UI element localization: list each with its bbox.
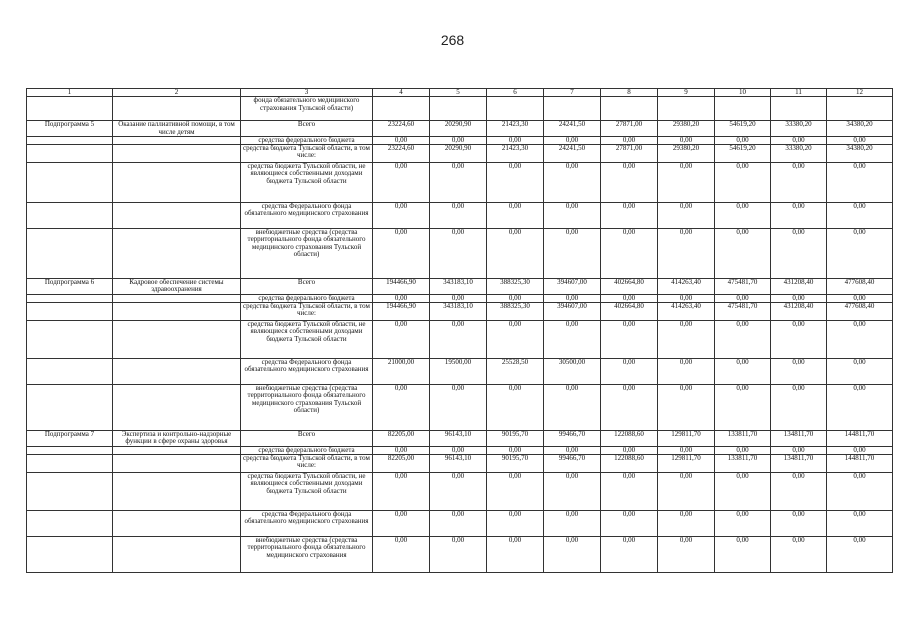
amount-cell: 0,00 (771, 446, 827, 454)
table-row (27, 359, 893, 385)
amount-cell: 129811,70 (658, 431, 715, 447)
amount-cell: 0,00 (715, 321, 771, 359)
amount-cell: 343183,10 (430, 279, 487, 295)
funding-source-cell: средства бюджета Тульской области, в том числе: (241, 303, 373, 321)
amount-cell: 54619,20 (715, 145, 771, 163)
amount-cell: 20290,90 (430, 145, 487, 163)
funding-source-cell: средства Федерального фонда обязательного медицинского страхования (241, 203, 373, 229)
amount-cell: 0,00 (601, 536, 658, 572)
amount-cell: 0,00 (601, 510, 658, 536)
amount-cell: 0,00 (771, 510, 827, 536)
amount-cell: 414263,40 (658, 303, 715, 321)
amount-cell: 0,00 (715, 510, 771, 536)
program-cell (27, 472, 113, 510)
amount-cell (487, 97, 544, 121)
program-cell (27, 203, 113, 229)
amount-cell: 343183,10 (430, 303, 487, 321)
program-cell (27, 359, 113, 385)
column-header: 11 (771, 89, 827, 97)
amount-cell: 96143,10 (430, 431, 487, 447)
table-row (27, 536, 893, 572)
amount-cell: 0,00 (771, 203, 827, 229)
amount-cell: 0,00 (715, 203, 771, 229)
amount-cell: 0,00 (771, 163, 827, 203)
amount-cell: 133811,70 (715, 454, 771, 472)
amount-cell: 134811,70 (771, 431, 827, 447)
column-header: 10 (715, 89, 771, 97)
funding-source-cell: фонда обязательного медицинского страхования Тульской области) (241, 97, 373, 121)
amount-cell: 122088,60 (601, 431, 658, 447)
amount-cell: 477608,40 (827, 279, 893, 295)
amount-cell: 24241,50 (544, 145, 601, 163)
program-cell (27, 536, 113, 572)
amount-cell: 0,00 (373, 385, 430, 431)
amount-cell: 431208,40 (771, 303, 827, 321)
program-name-cell (113, 454, 241, 472)
table-row (27, 472, 893, 510)
amount-cell (827, 97, 893, 121)
program-name-cell (113, 136, 241, 144)
program-cell (27, 97, 113, 121)
amount-cell: 0,00 (487, 321, 544, 359)
program-name-cell (113, 536, 241, 572)
amount-cell: 20290,90 (430, 121, 487, 137)
program-name-cell (113, 446, 241, 454)
column-header: 3 (241, 89, 373, 97)
program-name-cell: Оказание паллиативной помощи, в том числе детям (113, 121, 241, 137)
program-name-cell (113, 145, 241, 163)
program-name-cell (113, 359, 241, 385)
table-row (27, 510, 893, 536)
amount-cell: 0,00 (544, 472, 601, 510)
column-header: 12 (827, 89, 893, 97)
amount-cell: 0,00 (601, 229, 658, 279)
amount-cell: 0,00 (544, 136, 601, 144)
amount-cell: 0,00 (601, 321, 658, 359)
amount-cell: 402664,80 (601, 303, 658, 321)
amount-cell: 90195,70 (487, 454, 544, 472)
amount-cell: 0,00 (771, 359, 827, 385)
amount-cell: 0,00 (715, 136, 771, 144)
amount-cell: 144811,70 (827, 431, 893, 447)
amount-cell: 194466,90 (373, 279, 430, 295)
amount-cell: 0,00 (827, 163, 893, 203)
amount-cell: 0,00 (827, 446, 893, 454)
amount-cell: 414263,40 (658, 279, 715, 295)
amount-cell: 82205,00 (373, 454, 430, 472)
program-cell (27, 136, 113, 144)
amount-cell: 0,00 (373, 536, 430, 572)
amount-cell: 0,00 (827, 359, 893, 385)
amount-cell: 144811,70 (827, 454, 893, 472)
amount-cell: 0,00 (373, 446, 430, 454)
program-name-cell (113, 203, 241, 229)
amount-cell: 0,00 (715, 359, 771, 385)
amount-cell: 0,00 (771, 536, 827, 572)
amount-cell: 0,00 (430, 385, 487, 431)
table-header-row (27, 89, 893, 97)
amount-cell: 0,00 (601, 385, 658, 431)
column-header: 6 (487, 89, 544, 97)
amount-cell (601, 97, 658, 121)
program-name-cell (113, 163, 241, 203)
amount-cell: 0,00 (771, 385, 827, 431)
column-header: 4 (373, 89, 430, 97)
amount-cell: 0,00 (544, 446, 601, 454)
program-cell (27, 303, 113, 321)
amount-cell: 0,00 (487, 136, 544, 144)
amount-cell: 0,00 (827, 472, 893, 510)
funding-source-cell: средства Федерального фонда обязательного медицинского страхования (241, 510, 373, 536)
amount-cell: 23224,60 (373, 145, 430, 163)
table-row (27, 303, 893, 321)
table-row (27, 431, 893, 447)
amount-cell: 0,00 (658, 536, 715, 572)
column-header: 5 (430, 89, 487, 97)
funding-source-cell: средства бюджета Тульской области, не являющиеся собственными доходами бюджета Тульской области (241, 163, 373, 203)
table-row (27, 385, 893, 431)
amount-cell: 0,00 (430, 229, 487, 279)
funding-source-cell: средства бюджета Тульской области, в том числе: (241, 454, 373, 472)
amount-cell: 0,00 (827, 203, 893, 229)
amount-cell: 0,00 (658, 472, 715, 510)
amount-cell (658, 97, 715, 121)
amount-cell: 24241,50 (544, 121, 601, 137)
program-name-cell (113, 97, 241, 121)
amount-cell: 134811,70 (771, 454, 827, 472)
funding-source-cell: средства бюджета Тульской области, не являющиеся собственными доходами бюджета Тульской области (241, 321, 373, 359)
amount-cell (771, 97, 827, 121)
amount-cell: 0,00 (373, 163, 430, 203)
amount-cell: 0,00 (430, 203, 487, 229)
funding-source-cell: внебюджетные средства (средства территориального фонда обязательного медицинского страхования Тульской области) (241, 385, 373, 431)
amount-cell: 122088,60 (601, 454, 658, 472)
amount-cell: 0,00 (544, 163, 601, 203)
amount-cell: 394607,00 (544, 279, 601, 295)
amount-cell: 0,00 (827, 136, 893, 144)
amount-cell: 0,00 (715, 163, 771, 203)
table-row (27, 279, 893, 295)
amount-cell: 0,00 (658, 229, 715, 279)
amount-cell: 0,00 (658, 163, 715, 203)
program-name-cell: Экспертиза и контрольно-надзорные функции в сфере охраны здоровья (113, 431, 241, 447)
program-cell (27, 163, 113, 203)
table-row (27, 229, 893, 279)
amount-cell: 0,00 (658, 510, 715, 536)
amount-cell: 431208,40 (771, 279, 827, 295)
amount-cell: 388325,30 (487, 303, 544, 321)
amount-cell: 0,00 (544, 294, 601, 302)
table-row (27, 145, 893, 163)
program-cell (27, 229, 113, 279)
amount-cell: 0,00 (373, 203, 430, 229)
amount-cell: 0,00 (373, 294, 430, 302)
amount-cell: 0,00 (827, 229, 893, 279)
amount-cell: 0,00 (430, 446, 487, 454)
amount-cell: 23224,60 (373, 121, 430, 137)
amount-cell: 0,00 (658, 446, 715, 454)
program-cell: Подпрограмма 6 (27, 279, 113, 295)
column-header: 1 (27, 89, 113, 97)
amount-cell (373, 97, 430, 121)
amount-cell: 0,00 (601, 203, 658, 229)
amount-cell: 0,00 (544, 229, 601, 279)
amount-cell: 0,00 (373, 136, 430, 144)
amount-cell: 0,00 (487, 229, 544, 279)
amount-cell: 21423,30 (487, 145, 544, 163)
amount-cell: 0,00 (487, 163, 544, 203)
amount-cell: 34380,20 (827, 121, 893, 137)
amount-cell: 0,00 (430, 321, 487, 359)
amount-cell: 0,00 (544, 385, 601, 431)
amount-cell: 0,00 (771, 472, 827, 510)
amount-cell: 0,00 (771, 294, 827, 302)
program-cell (27, 145, 113, 163)
page-number: 268 (440, 32, 465, 48)
amount-cell: 0,00 (715, 294, 771, 302)
amount-cell: 29380,20 (658, 121, 715, 137)
amount-cell: 0,00 (658, 203, 715, 229)
amount-cell: 0,00 (715, 229, 771, 279)
amount-cell: 99466,70 (544, 431, 601, 447)
amount-cell: 0,00 (601, 136, 658, 144)
amount-cell: 82205,00 (373, 431, 430, 447)
amount-cell: 0,00 (771, 136, 827, 144)
amount-cell: 194466,90 (373, 303, 430, 321)
amount-cell: 0,00 (827, 321, 893, 359)
amount-cell: 0,00 (601, 446, 658, 454)
table-row (27, 97, 893, 121)
funding-source-cell: средства Федерального фонда обязательного медицинского страхования (241, 359, 373, 385)
amount-cell: 0,00 (658, 136, 715, 144)
amount-cell: 0,00 (715, 385, 771, 431)
table-row (27, 446, 893, 454)
amount-cell: 0,00 (827, 385, 893, 431)
table-row (27, 163, 893, 203)
amount-cell: 0,00 (827, 536, 893, 572)
funding-source-cell: средства бюджета Тульской области, в том числе: (241, 145, 373, 163)
amount-cell: 19500,00 (430, 359, 487, 385)
amount-cell: 0,00 (715, 536, 771, 572)
amount-cell: 0,00 (487, 472, 544, 510)
amount-cell: 477608,40 (827, 303, 893, 321)
table-row (27, 121, 893, 137)
amount-cell: 0,00 (601, 359, 658, 385)
amount-cell: 0,00 (544, 203, 601, 229)
amount-cell: 133811,70 (715, 431, 771, 447)
amount-cell: 21423,30 (487, 121, 544, 137)
table-row (27, 294, 893, 302)
amount-cell: 33380,20 (771, 121, 827, 137)
program-name-cell (113, 303, 241, 321)
program-name-cell (113, 294, 241, 302)
amount-cell: 99466,70 (544, 454, 601, 472)
amount-cell: 27871,00 (601, 121, 658, 137)
amount-cell: 21000,00 (373, 359, 430, 385)
amount-cell: 0,00 (430, 136, 487, 144)
program-cell (27, 385, 113, 431)
funding-source-cell: внебюджетные средства (средства территориального фонда обязательного медицинского страхования Тульской области) (241, 229, 373, 279)
amount-cell: 0,00 (487, 510, 544, 536)
column-header: 2 (113, 89, 241, 97)
amount-cell (544, 97, 601, 121)
amount-cell: 0,00 (430, 294, 487, 302)
column-header: 8 (601, 89, 658, 97)
amount-cell: 27871,00 (601, 145, 658, 163)
amount-cell: 30500,00 (544, 359, 601, 385)
amount-cell: 0,00 (544, 321, 601, 359)
amount-cell: 394607,00 (544, 303, 601, 321)
amount-cell: 0,00 (771, 229, 827, 279)
program-cell (27, 446, 113, 454)
funding-source-cell: Всего (241, 121, 373, 137)
funding-source-cell: средства бюджета Тульской области, не являющиеся собственными доходами бюджета Тульской области (241, 472, 373, 510)
amount-cell: 402664,80 (601, 279, 658, 295)
amount-cell: 0,00 (487, 536, 544, 572)
amount-cell: 0,00 (771, 321, 827, 359)
amount-cell: 0,00 (430, 163, 487, 203)
program-cell (27, 454, 113, 472)
program-name-cell (113, 321, 241, 359)
program-cell: Подпрограмма 5 (27, 121, 113, 137)
amount-cell: 0,00 (487, 294, 544, 302)
amount-cell: 34380,20 (827, 145, 893, 163)
amount-cell: 0,00 (430, 536, 487, 572)
amount-cell (430, 97, 487, 121)
program-cell (27, 321, 113, 359)
amount-cell: 0,00 (658, 294, 715, 302)
amount-cell: 54619,20 (715, 121, 771, 137)
funding-source-cell: средства федерального бюджета (241, 136, 373, 144)
amount-cell: 0,00 (601, 163, 658, 203)
program-name-cell (113, 472, 241, 510)
program-name-cell (113, 510, 241, 536)
program-cell (27, 510, 113, 536)
funding-source-cell: Всего (241, 279, 373, 295)
program-name-cell (113, 229, 241, 279)
program-name-cell: Кадровое обеспечение системы здравоохранения (113, 279, 241, 295)
amount-cell: 129811,70 (658, 454, 715, 472)
amount-cell: 0,00 (715, 446, 771, 454)
amount-cell: 33380,20 (771, 145, 827, 163)
column-header: 9 (658, 89, 715, 97)
funding-source-cell: средства федерального бюджета (241, 446, 373, 454)
amount-cell: 96143,10 (430, 454, 487, 472)
table-row (27, 203, 893, 229)
amount-cell: 0,00 (544, 536, 601, 572)
table-row (27, 136, 893, 144)
amount-cell: 475481,70 (715, 303, 771, 321)
amount-cell: 0,00 (430, 472, 487, 510)
amount-cell: 0,00 (658, 359, 715, 385)
amount-cell: 25528,50 (487, 359, 544, 385)
amount-cell: 0,00 (373, 321, 430, 359)
amount-cell: 0,00 (658, 385, 715, 431)
table-row (27, 321, 893, 359)
amount-cell: 0,00 (430, 510, 487, 536)
amount-cell: 90195,70 (487, 431, 544, 447)
amount-cell: 0,00 (487, 385, 544, 431)
funding-source-cell: средства федерального бюджета (241, 294, 373, 302)
program-name-cell (113, 385, 241, 431)
amount-cell: 475481,70 (715, 279, 771, 295)
amount-cell: 0,00 (601, 294, 658, 302)
amount-cell: 0,00 (373, 510, 430, 536)
amount-cell: 0,00 (373, 472, 430, 510)
amount-cell: 0,00 (827, 510, 893, 536)
funding-source-cell: внебюджетные средства (средства территориального фонда обязательного медицинского страхования (241, 536, 373, 572)
amount-cell: 0,00 (487, 203, 544, 229)
amount-cell: 0,00 (544, 510, 601, 536)
table-row (27, 454, 893, 472)
program-cell (27, 294, 113, 302)
amount-cell: 29380,20 (658, 145, 715, 163)
amount-cell: 0,00 (487, 446, 544, 454)
column-header: 7 (544, 89, 601, 97)
amount-cell: 388325,30 (487, 279, 544, 295)
amount-cell: 0,00 (601, 472, 658, 510)
amount-cell: 0,00 (827, 294, 893, 302)
program-cell: Подпрограмма 7 (27, 431, 113, 447)
amount-cell: 0,00 (658, 321, 715, 359)
funding-source-cell: Всего (241, 431, 373, 447)
budget-table (26, 88, 893, 573)
amount-cell (715, 97, 771, 121)
amount-cell: 0,00 (715, 472, 771, 510)
amount-cell: 0,00 (373, 229, 430, 279)
